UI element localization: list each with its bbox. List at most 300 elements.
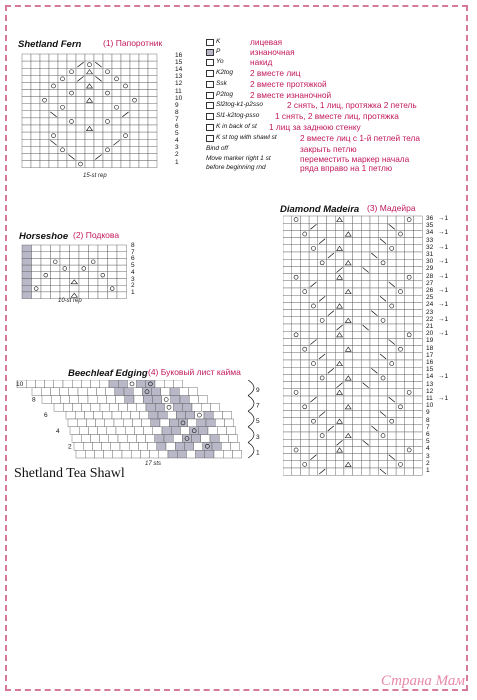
chart-cell	[414, 461, 423, 468]
shetland-fern-panel	[15, 35, 205, 190]
chart-cell	[116, 427, 125, 435]
chart-cell	[60, 279, 70, 286]
chart-cell	[379, 274, 388, 281]
chart-cell	[22, 111, 31, 118]
chart-cell	[103, 75, 112, 82]
chart-cell	[146, 380, 155, 388]
chart-cell	[379, 259, 388, 266]
chart-cell	[353, 396, 362, 403]
legend-symbol-icon	[206, 39, 214, 46]
chart-cell	[387, 382, 396, 389]
chart-cell	[414, 310, 423, 317]
chart-cell	[85, 146, 94, 153]
chart-cell	[100, 435, 109, 443]
chart-cell	[309, 410, 318, 417]
row-number: 4	[56, 427, 60, 435]
chart-cell	[49, 153, 58, 160]
chart-cell	[318, 216, 327, 223]
chart-cell	[300, 310, 309, 317]
chart-cell	[120, 442, 129, 450]
chart-cell	[107, 427, 116, 435]
chart-cell	[31, 132, 40, 139]
fern-chart	[20, 53, 175, 169]
chart-cell	[121, 61, 130, 68]
row-number: 18	[426, 344, 434, 352]
chart-cell	[327, 353, 336, 360]
chart-cell	[49, 82, 58, 89]
chart-cell	[41, 279, 51, 286]
chart-cell	[353, 403, 362, 410]
chart-cell	[344, 367, 353, 374]
chart-cell	[139, 146, 148, 153]
chart-cell	[335, 410, 344, 417]
chart-cell	[387, 367, 396, 374]
chart-cell	[117, 245, 127, 252]
chart-cell	[318, 367, 327, 374]
chart-cell	[414, 331, 423, 338]
chart-cell	[41, 252, 51, 259]
chart-cell	[292, 216, 301, 223]
chart-cell	[379, 310, 388, 317]
chart-cell	[230, 442, 239, 450]
chart-cell	[283, 302, 292, 309]
chart-cell	[22, 252, 32, 259]
chart-cell	[283, 266, 292, 273]
chart-cell	[70, 396, 79, 404]
row-number: 21	[426, 323, 434, 330]
legend-russian: 2 снять, 1 лиц, протяжка 2 петель	[287, 100, 417, 110]
chart-cell	[51, 245, 61, 252]
chart-cell	[309, 439, 318, 446]
chart-cell	[98, 258, 108, 265]
chart-cell	[292, 238, 301, 245]
chart-cell	[170, 388, 179, 396]
chart-cell	[41, 272, 51, 279]
chart-cell	[283, 446, 292, 453]
chart-cell	[204, 411, 213, 419]
chart-cell	[396, 223, 405, 230]
chart-cell	[164, 403, 173, 411]
chart-cell	[361, 432, 370, 439]
diamond-title: Diamond Madeira	[280, 204, 360, 215]
chart-cell	[414, 346, 423, 353]
chart-cell	[309, 274, 318, 281]
chart-cell	[108, 245, 118, 252]
chart-cell	[387, 310, 396, 317]
chart-cell	[405, 425, 414, 432]
row-number: 6	[175, 123, 179, 130]
chart-cell	[41, 285, 51, 292]
chart-cell	[309, 245, 318, 252]
chart-cell	[379, 338, 388, 345]
chart-cell	[98, 285, 108, 292]
row-number: 2	[175, 151, 179, 159]
chart-cell	[223, 450, 232, 458]
chart-cell	[118, 380, 127, 388]
row-number: 3	[256, 433, 260, 441]
chart-cell	[370, 432, 379, 439]
chart-cell	[79, 258, 89, 265]
chart-cell	[370, 223, 379, 230]
chart-cell	[139, 111, 148, 118]
chart-cell	[318, 324, 327, 331]
chart-cell	[344, 295, 353, 302]
chart-cell	[134, 427, 143, 435]
chart-cell	[54, 403, 63, 411]
chart-cell	[41, 292, 51, 299]
chart-cell	[67, 132, 76, 139]
chart-cell	[58, 111, 67, 118]
chart-cell	[58, 125, 67, 132]
chart-cell	[188, 388, 197, 396]
chart-cell	[54, 380, 63, 388]
row-number: 3	[426, 452, 430, 460]
chart-cell	[379, 425, 388, 432]
chart-cell	[283, 252, 292, 259]
chart-cell	[283, 259, 292, 266]
chart-cell	[109, 435, 118, 443]
chart-cell	[300, 281, 309, 288]
chart-cell	[76, 132, 85, 139]
row-number: 1	[256, 449, 260, 457]
chart-cell	[283, 288, 292, 295]
chart-cell	[130, 61, 139, 68]
chart-cell	[379, 439, 388, 446]
chart-cell	[58, 90, 67, 97]
row-number: 20	[426, 330, 434, 338]
chart-cell	[148, 97, 157, 104]
chart-cell	[139, 54, 148, 61]
chart-cell	[327, 338, 336, 345]
chart-cell	[102, 442, 111, 450]
chart-cell	[405, 454, 414, 461]
chart-cell	[40, 104, 49, 111]
chart-cell	[32, 292, 42, 299]
chart-cell	[148, 54, 157, 61]
legend-russian: закрыть петлю	[300, 144, 357, 154]
chart-cell	[361, 403, 370, 410]
chart-cell	[335, 288, 344, 295]
row-number: 6	[44, 412, 48, 420]
chart-cell	[31, 54, 40, 61]
chart-cell	[66, 411, 75, 419]
chart-cell	[148, 61, 157, 68]
chart-cell	[215, 419, 224, 427]
chart-cell	[40, 54, 49, 61]
chart-cell	[292, 446, 301, 453]
chart-cell	[414, 266, 423, 273]
chart-cell	[309, 310, 318, 317]
chart-cell	[152, 396, 161, 404]
chart-cell	[379, 317, 388, 324]
chart-cell	[309, 389, 318, 396]
edge-arc	[248, 427, 254, 443]
chart-cell	[40, 139, 49, 146]
chart-cell	[139, 97, 148, 104]
chart-cell	[361, 281, 370, 288]
chart-cell	[370, 403, 379, 410]
chart-cell	[353, 389, 362, 396]
chart-cell	[387, 353, 396, 360]
beechleaf-title-ru: (4) Буковый лист кайма	[148, 367, 241, 377]
chart-cell	[195, 411, 204, 419]
chart-cell	[121, 153, 130, 160]
chart-cell	[51, 265, 61, 272]
chart-cell	[353, 353, 362, 360]
chart-cell	[344, 281, 353, 288]
chart-cell	[414, 230, 423, 237]
chart-cell	[91, 403, 100, 411]
chart-cell	[194, 442, 203, 450]
row-number: 4	[426, 445, 430, 453]
chart-cell	[129, 442, 138, 450]
chart-cell	[112, 104, 121, 111]
chart-cell	[213, 411, 222, 419]
chart-cell	[318, 331, 327, 338]
chart-cell	[121, 90, 130, 97]
chart-cell	[94, 118, 103, 125]
row-number: 8	[175, 108, 179, 116]
chart-cell	[155, 435, 164, 443]
chart-cell	[292, 331, 301, 338]
legend-russian: переместить маркер начала	[300, 154, 410, 164]
chart-cell	[148, 118, 157, 125]
beechleaf-title: Beechleaf Edging	[68, 368, 148, 379]
chart-cell	[283, 418, 292, 425]
chart-cell	[361, 238, 370, 245]
chart-cell	[98, 427, 107, 435]
chart-cell	[361, 461, 370, 468]
chart-cell	[396, 310, 405, 317]
chart-cell	[60, 285, 70, 292]
chart-cell	[361, 252, 370, 259]
row-number: 13	[426, 380, 434, 388]
chart-cell	[292, 389, 301, 396]
chart-cell	[42, 396, 51, 404]
horseshoe-panel	[15, 225, 145, 305]
chart-cell	[58, 68, 67, 75]
chart-cell	[414, 382, 423, 389]
chart-cell	[76, 161, 85, 168]
chart-cell	[353, 259, 362, 266]
chart-cell	[144, 427, 153, 435]
chart-cell	[370, 230, 379, 237]
chart-cell	[121, 118, 130, 125]
row-number: 15	[175, 59, 183, 67]
chart-cell	[35, 380, 44, 388]
chart-cell	[414, 245, 423, 252]
chart-cell	[106, 396, 115, 404]
diamond-panel	[272, 200, 460, 480]
chart-cell	[300, 288, 309, 295]
chart-cell	[344, 324, 353, 331]
chart-cell	[94, 139, 103, 146]
chart-cell	[361, 374, 370, 381]
chart-cell	[171, 396, 180, 404]
chart-cell	[283, 295, 292, 302]
chart-cell	[60, 258, 70, 265]
chart-cell	[76, 125, 85, 132]
chart-cell	[405, 382, 414, 389]
chart-cell	[103, 161, 112, 168]
chart-cell	[379, 252, 388, 259]
fern-repeat: 15-st rep	[83, 173, 107, 179]
chart-cell	[45, 380, 54, 388]
chart-cell	[148, 68, 157, 75]
chart-cell	[327, 418, 336, 425]
move-marker-arrow-icon: →1	[438, 373, 449, 381]
chart-cell	[70, 265, 80, 272]
chart-cell	[344, 360, 353, 367]
chart-cell	[379, 446, 388, 453]
chart-cell	[327, 266, 336, 273]
chart-cell	[50, 388, 59, 396]
chart-cell	[32, 252, 42, 259]
chart-cell	[318, 288, 327, 295]
chart-cell	[292, 468, 301, 475]
chart-cell	[226, 427, 235, 435]
chart-cell	[148, 125, 157, 132]
chart-cell	[205, 450, 214, 458]
chart-cell	[58, 146, 67, 153]
chart-cell	[370, 353, 379, 360]
row-number: 15	[426, 366, 434, 374]
chart-cell	[283, 389, 292, 396]
chart-cell	[405, 310, 414, 317]
chart-cell	[414, 252, 423, 259]
caption: Shetland Tea Shawl	[14, 466, 125, 481]
chart-cell	[112, 153, 121, 160]
chart-cell	[283, 331, 292, 338]
row-number: 2	[426, 459, 430, 467]
chart-cell	[309, 252, 318, 259]
chart-cell	[405, 238, 414, 245]
chart-cell	[103, 90, 112, 97]
row-number: 5	[131, 262, 135, 270]
row-number: 35	[426, 222, 434, 230]
chart-cell	[292, 252, 301, 259]
row-number: 9	[426, 409, 430, 417]
chart-cell	[203, 442, 212, 450]
chart-cell	[117, 279, 127, 286]
legend-russian: накид	[250, 57, 273, 67]
legend-symbol: K2tog	[216, 69, 233, 76]
legend-symbol-icon	[206, 59, 214, 66]
chart-cell	[318, 432, 327, 439]
chart-cell	[292, 346, 301, 353]
chart-cell	[318, 425, 327, 432]
site-logo: Страна Мам	[380, 673, 465, 689]
chart-cell	[51, 279, 61, 286]
chart-cell	[22, 265, 32, 272]
chart-cell	[70, 245, 80, 252]
chart-cell	[117, 292, 127, 299]
chart-cell	[361, 425, 370, 432]
chart-cell	[130, 54, 139, 61]
chart-cell	[150, 450, 159, 458]
chart-cell	[130, 146, 139, 153]
chart-cell	[98, 245, 108, 252]
chart-cell	[85, 450, 94, 458]
chart-cell	[178, 419, 187, 427]
chart-cell	[335, 238, 344, 245]
chart-cell	[111, 442, 120, 450]
chart-cell	[85, 75, 94, 82]
chart-cell	[76, 104, 85, 111]
chart-cell	[387, 389, 396, 396]
beechleaf-repeat: 17 sts	[145, 461, 162, 467]
chart-cell	[292, 432, 301, 439]
chart-cell	[414, 432, 423, 439]
chart-cell	[370, 439, 379, 446]
chart-cell	[125, 427, 134, 435]
chart-cell	[22, 75, 31, 82]
chart-cell	[379, 403, 388, 410]
chart-cell	[51, 258, 61, 265]
chart-cell	[40, 125, 49, 132]
chart-cell	[70, 272, 80, 279]
chart-cell	[130, 82, 139, 89]
chart-cell	[22, 153, 31, 160]
chart-cell	[292, 396, 301, 403]
chart-cell	[40, 90, 49, 97]
chart-cell	[387, 302, 396, 309]
chart-cell	[283, 274, 292, 281]
chart-cell	[76, 139, 85, 146]
chart-cell	[112, 118, 121, 125]
chart-cell	[85, 111, 94, 118]
horseshoe-title-ru: (2) Подкова	[73, 230, 120, 240]
chart-cell	[130, 97, 139, 104]
chart-cell	[335, 310, 344, 317]
chart-cell	[327, 216, 336, 223]
chart-cell	[327, 454, 336, 461]
chart-cell	[94, 132, 103, 139]
move-marker-arrow-icon: →1	[438, 215, 449, 222]
chart-cell	[72, 435, 81, 443]
chart-cell	[96, 419, 105, 427]
chart-cell	[283, 367, 292, 374]
chart-cell	[94, 111, 103, 118]
chart-cell	[387, 461, 396, 468]
chart-cell	[396, 410, 405, 417]
chart-cell	[335, 295, 344, 302]
chart-cell	[396, 324, 405, 331]
chart-cell	[405, 396, 414, 403]
chart-cell	[155, 380, 164, 388]
chart-cell	[327, 317, 336, 324]
chart-cell	[309, 382, 318, 389]
chart-cell	[117, 258, 127, 265]
chart-cell	[361, 410, 370, 417]
chart-cell	[327, 324, 336, 331]
chart-cell	[130, 104, 139, 111]
chart-cell	[86, 419, 95, 427]
chart-cell	[162, 427, 171, 435]
chart-cell	[148, 104, 157, 111]
chart-cell	[344, 223, 353, 230]
chart-cell	[76, 97, 85, 104]
chart-cell	[85, 104, 94, 111]
chart-cell	[396, 360, 405, 367]
chart-cell	[414, 425, 423, 432]
chart-cell	[379, 346, 388, 353]
chart-cell	[370, 324, 379, 331]
chart-cell	[387, 439, 396, 446]
chart-cell	[353, 317, 362, 324]
chart-cell	[76, 153, 85, 160]
chart-cell	[112, 90, 121, 97]
